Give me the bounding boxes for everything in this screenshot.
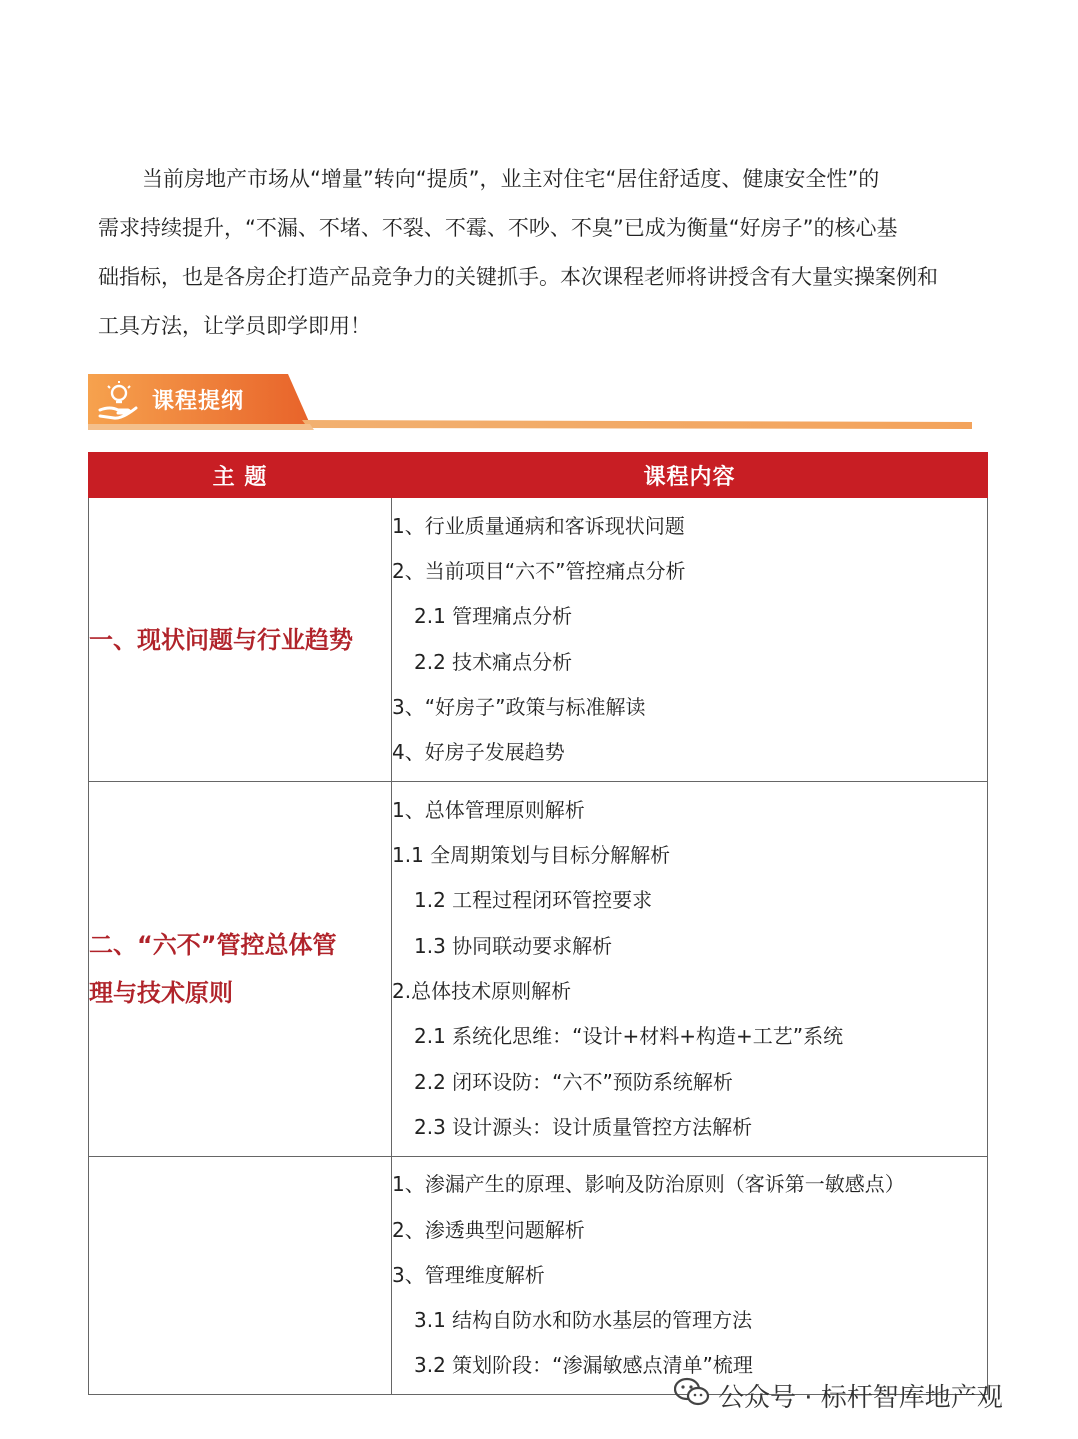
content-item: 2.1 系统化思维：“设计+材料+构造+工艺”系统 <box>414 1024 844 1049</box>
content-item: 2.总体技术原则解析 <box>392 979 572 1003</box>
content-item: 2.3 设计源头：设计质量管控方法解析 <box>414 1114 753 1139</box>
content-item: 2.2 闭环设防：“六不”预防系统解析 <box>414 1069 733 1094</box>
content-cell <box>392 1157 988 1395</box>
content-cell <box>392 782 988 1157</box>
content-item: 3、管理维度解析 <box>392 1262 545 1287</box>
wechat-icon <box>674 1377 710 1414</box>
content-item: 3.1 结构自防水和防水基层的管理方法 <box>414 1308 753 1333</box>
topic-cell <box>89 498 392 782</box>
intro-line-3: 础指标，也是各房企打造产品竞争力的关键抓手。本次课程老师将讲授含有大量实操案例和 <box>98 265 938 289</box>
header-topic: 主 题 <box>89 453 392 498</box>
topic-line: 理与技术原则 <box>89 979 233 1007</box>
content-item: 1、总体管理原则解析 <box>392 797 585 822</box>
content-item: 2.1 管理痛点分析 <box>414 604 573 629</box>
section-title: 课程提纲 <box>152 389 245 414</box>
watermark <box>674 1377 1003 1413</box>
content-cell <box>392 498 988 782</box>
content-item: 2、渗透典型问题解析 <box>392 1217 585 1242</box>
content-item: 1、渗漏产生的原理、影响及防治原则（客诉第一敏感点） <box>392 1172 905 1197</box>
content-item: 2、当前项目“六不”管控痛点分析 <box>392 558 686 583</box>
table-row <box>89 498 988 782</box>
content-item: 3.2 策划阶段：“渗漏敏感点清单”梳理 <box>414 1353 753 1378</box>
content-item: 1.1 全周期策划与目标分解解析 <box>392 843 671 868</box>
lightbulb-hand-icon <box>96 380 140 428</box>
table-header-row <box>89 453 988 498</box>
table-row <box>89 782 988 1157</box>
header-content: 课程内容 <box>392 453 988 498</box>
content-item: 2.2 技术痛点分析 <box>414 649 573 674</box>
intro-line-1: 当前房地产市场从“增量”转向“提质”，业主对住宅“居住舒适度、健康安全性”的 <box>142 167 880 191</box>
intro-line-4: 工具方法，让学员即学即用！ <box>98 314 371 338</box>
topic-line: 二、“六不”管控总体管 <box>89 931 337 959</box>
topic-line: 一、现状问题与行业趋势 <box>89 625 353 654</box>
topic-cell <box>89 782 392 1157</box>
content-item: 3、“好房子”政策与标准解读 <box>392 694 646 719</box>
intro-line-2: 需求持续提升，“不漏、不堵、不裂、不霉、不吵、不臭”已成为衡量“好房子”的核心基 <box>98 216 898 240</box>
content-item: 1.3 协同联动要求解析 <box>414 933 613 958</box>
content-item: 4、好房子发展趋势 <box>392 740 565 765</box>
content-item: 1、行业质量通病和客诉现状问题 <box>392 513 685 538</box>
watermark-text: 公众号 · 标杆智库地产观 <box>718 1382 1003 1413</box>
content-item: 1.2 工程过程闭环管控要求 <box>414 888 653 913</box>
topic-cell <box>89 1157 392 1395</box>
course-outline-table <box>88 452 988 1395</box>
table-row <box>89 1157 988 1395</box>
intro-paragraph <box>98 155 978 351</box>
